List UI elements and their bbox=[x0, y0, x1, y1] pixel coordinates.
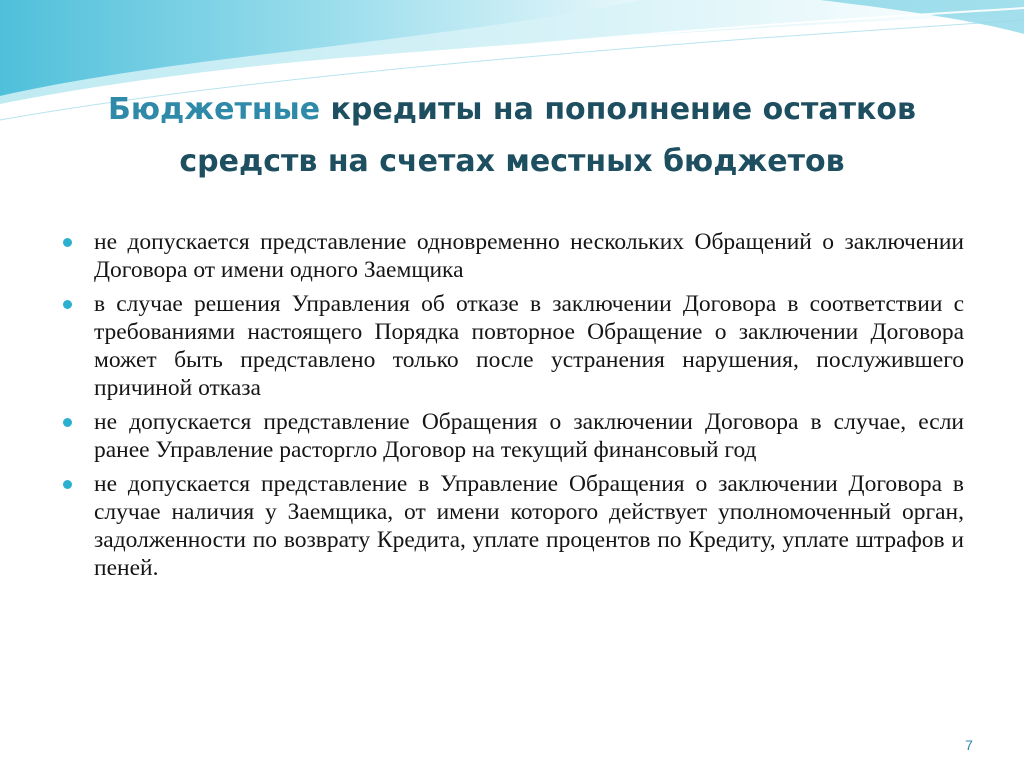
title-accent-word: Бюджетные bbox=[108, 92, 321, 127]
bullet-list bbox=[60, 228, 964, 588]
bullet-item bbox=[60, 228, 964, 284]
slide-title bbox=[60, 84, 964, 188]
bullet-dot-icon bbox=[63, 480, 72, 489]
bullet-dot-icon bbox=[63, 238, 72, 247]
bullet-dot-icon bbox=[63, 418, 72, 427]
bullet-text: не допускается представление в Управление Обращения о заключении Договора в случае наличия у Заемщика, от имени которого действует уполномоченный орган, задолженности по возврату Кредита, уплате процентов по Кредиту, уплате штрафов и пеней. bbox=[94, 471, 964, 581]
page-number: 7 bbox=[965, 737, 973, 753]
bullet-item bbox=[60, 290, 964, 402]
bullet-item bbox=[60, 408, 964, 464]
bullet-dot-icon bbox=[63, 300, 72, 309]
bullet-text: не допускается представление Обращения о заключении Договора в случае, если ранее Управление расторгло Договор на текущий финансовый год bbox=[94, 409, 964, 463]
title-line-2: средств на счетах местных бюджетов bbox=[179, 144, 845, 179]
bullet-text: не допускается представление одновременно нескольких Обращений о заключении Договора от имени одного Заемщика bbox=[94, 229, 964, 283]
bullet-item bbox=[60, 470, 964, 582]
bullet-text: в случае решения Управления об отказе в заключении Договора в соответствии с требованиями настоящего Порядка повторное Обращение о заключении Договора может быть представлено только после устранения нарушения, послужившего причиной отказа bbox=[94, 291, 964, 401]
title-line-1-rest: кредиты на пополнение остатков bbox=[320, 92, 916, 127]
